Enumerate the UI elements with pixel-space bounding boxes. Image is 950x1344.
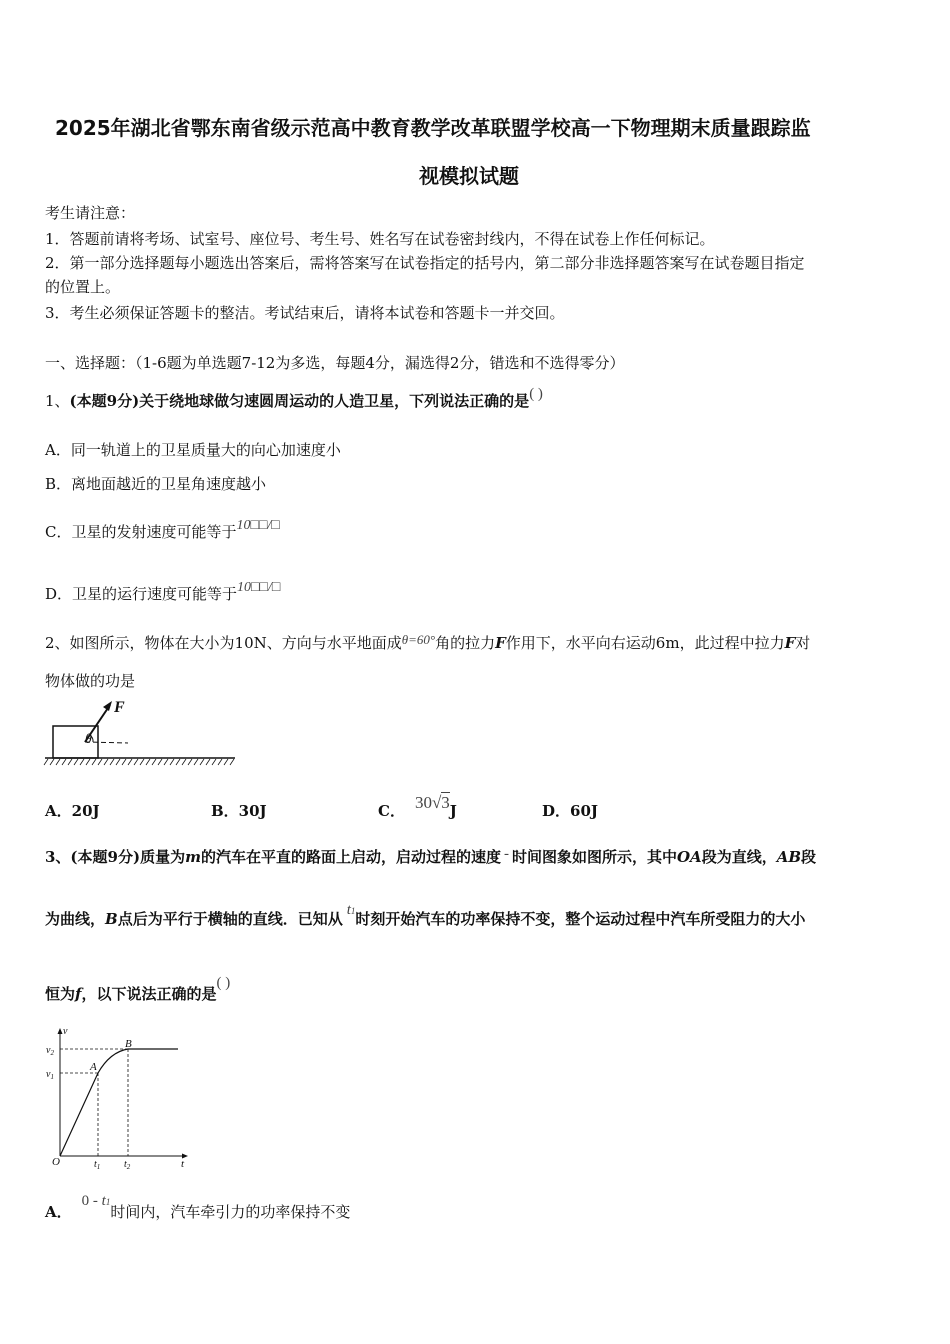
question-1-text: (本题9分)关于绕地球做匀速圆周运动的人造卫星，下列说法正确的是: [69, 392, 530, 410]
question-2-stem: [45, 632, 810, 653]
interval-start: 0 -: [81, 1193, 102, 1209]
page-title-line2: 视模拟试题: [419, 164, 519, 188]
question-3-line1: [45, 846, 816, 867]
v1-sub: 1: [50, 1073, 54, 1081]
point-a-label: A: [90, 1061, 97, 1073]
t-letter: t: [346, 902, 351, 918]
speed-value: 10□□/□: [236, 518, 280, 533]
q2-option-c[interactable]: [378, 792, 457, 820]
q3-text-b: 的汽车在平直的路面上启动，启动过程的速度: [200, 848, 501, 866]
t-axis-label: t: [181, 1158, 185, 1170]
q3-text-e: 段: [801, 848, 817, 866]
q3-option-a-text: 时间内，汽车牵引力的功率保持不变: [110, 1203, 351, 1221]
q1-option-c-text: C．卫星的发射速度可能等于: [45, 523, 237, 541]
sqrt-icon: √: [431, 793, 442, 812]
point-b-label: B: [125, 1038, 132, 1050]
q3-option-a-label: A．: [45, 1203, 72, 1221]
q2-option-b[interactable]: B．30J: [211, 802, 267, 820]
t1-symbol: [347, 902, 356, 918]
segment-ab: AB: [776, 848, 802, 866]
question-3-line2: [45, 902, 806, 929]
t2-sub: 2: [126, 1163, 131, 1171]
answer-paren: ( ): [216, 975, 231, 991]
question-2-line2: 物体做的功是: [45, 672, 136, 690]
q2-text-b: 角的拉力: [435, 634, 496, 652]
section-heading: 一、选择题：（1-6题为单选题7-12为多选，每题4分，漏选得2分，错选和不选得零分）: [45, 354, 625, 372]
t-letter: t: [101, 1193, 106, 1209]
question-1-stem: [45, 386, 543, 411]
friction-symbol: f: [75, 985, 82, 1003]
q3-text-f: 为曲线，: [45, 910, 106, 928]
q2-text-c: 作用下，水平向右运动6m，此过程中拉力: [505, 634, 785, 652]
unit: J: [449, 802, 457, 820]
force-symbol: F: [495, 634, 506, 652]
arrow-head: [103, 701, 112, 711]
q3-text-g: 点后为平行于横轴的直线．已知从: [117, 910, 343, 928]
dash: -: [503, 846, 509, 862]
origin-label: O: [52, 1156, 60, 1168]
t-subscript: 1: [350, 906, 356, 916]
t2-letter: t: [124, 1159, 127, 1170]
q3-option-a[interactable]: [45, 1193, 351, 1222]
t1-sub: 1: [96, 1163, 101, 1171]
fig-theta-label: θ: [85, 732, 92, 747]
q1-option-b[interactable]: B．离地面越近的卫星角速度越小: [45, 475, 267, 493]
t1-letter: t: [94, 1159, 97, 1170]
q3-text-d: 段为直线，: [701, 848, 777, 866]
q1-option-d[interactable]: [45, 580, 281, 604]
ground-hatch: [44, 759, 234, 765]
fig-force-label: F: [114, 699, 125, 716]
notice-item-2-cont: 的位置上。: [45, 278, 121, 296]
q2-option-a[interactable]: A．20J: [45, 802, 100, 820]
coefficient: 30: [414, 793, 432, 812]
speed-value: 10□□/□: [237, 580, 281, 595]
v-axis-arrow: [58, 1028, 63, 1034]
velocity-time-graph: [40, 1022, 195, 1172]
v2-label: [46, 1045, 54, 1057]
v1-letter: v: [46, 1069, 51, 1080]
notice-item-2: 2．第一部分选择题每小题选出答案后，需将答案写在试卷指定的括号内，第二部分非选择题答案写在试卷题目指定: [45, 254, 805, 272]
q2-option-c-label: C．: [378, 802, 405, 820]
q3-text-j: ，以下说法正确的是: [81, 985, 217, 1003]
q3-text-i: 恒为: [45, 985, 76, 1003]
point-b: B: [105, 910, 118, 928]
question-3-line3: [45, 975, 231, 1004]
force-symbol: F: [784, 634, 796, 652]
answer-paren: ( ): [529, 386, 543, 402]
q1-option-a[interactable]: A．同一轨道上的卫星质量大的向心加速度小: [45, 441, 341, 459]
v-axis-label: v: [63, 1026, 68, 1037]
page-title-line1: 2025年湖北省鄂东南省级示范高中教育教学改革联盟学校高一下物理期末质量跟踪监: [55, 116, 811, 140]
interval-end: [102, 1193, 111, 1209]
q2-option-d[interactable]: D．60J: [542, 802, 598, 820]
q2-text-d: 对: [795, 634, 811, 652]
notice-item-1: 1．答题前请将考场、试室号、座位号、考生号、姓名写在试卷密封线内，不得在试卷上作任何标记。: [45, 230, 715, 248]
v1-label: [46, 1069, 54, 1081]
mass-symbol: m: [185, 848, 201, 866]
q1-option-d-text: D．卫星的运行速度可能等于: [45, 585, 238, 603]
segment-oa: OA: [676, 848, 702, 866]
theta-value: θ=60°: [401, 632, 436, 647]
notice-heading: 考生请注意：: [45, 204, 136, 222]
v2-letter: v: [46, 1045, 51, 1056]
v2-sub: 2: [50, 1049, 54, 1057]
q3-text-c: 时间图象如图所示，其中: [511, 848, 677, 866]
q3-text-h: 时刻开始汽车的功率保持不变，整个运动过程中汽车所受阻力的大小: [355, 910, 806, 928]
t1-label: [94, 1159, 100, 1171]
force-diagram: [40, 695, 240, 770]
question-1-number: 1、: [45, 392, 70, 410]
q3-text-a: 3、(本题9分)质量为: [45, 848, 186, 866]
radicand: 3: [441, 793, 450, 812]
t2-label: [124, 1159, 131, 1171]
velocity-curve: [60, 1049, 178, 1156]
q1-option-c[interactable]: [45, 518, 280, 542]
q2-text-a: 2、如图所示，物体在大小为10N、方向与水平地面成: [45, 634, 402, 652]
t-subscript: 1: [105, 1197, 111, 1207]
notice-item-3: 3．考生必须保证答题卡的整洁。考试结束后，请将本试卷和答题卡一并交回。: [45, 304, 565, 322]
